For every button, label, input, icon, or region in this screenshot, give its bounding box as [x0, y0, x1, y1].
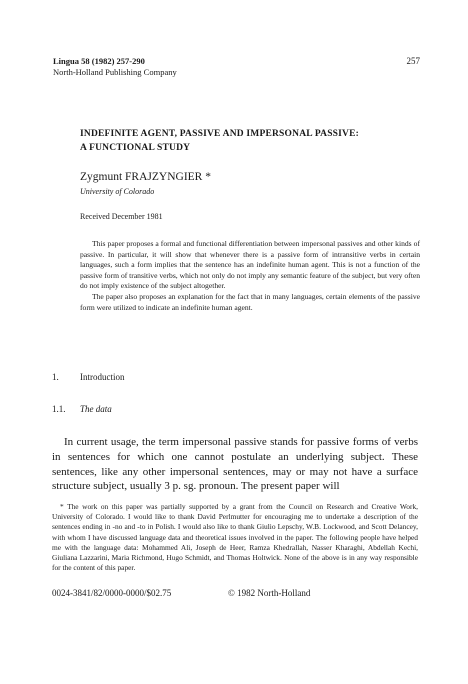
footnote [52, 502, 418, 573]
journal-header [53, 56, 177, 78]
body-paragraph-1: In current usage, the term impersonal passive stands for passive forms of verbs in sentences for which one cannot postulate an underlying subject. These sentences, like any other impersonal sentences, may or may not have a surface structure subject, usually 3 p. sg. pronoun. The present paper will [52, 436, 418, 493]
subsection-title: The data [80, 404, 112, 414]
author-name: Zygmunt FRAJZYNGIER * [80, 171, 211, 183]
section-number: 1. [52, 372, 59, 382]
publisher-line: North-Holland Publishing Company [53, 67, 177, 77]
abstract [80, 239, 420, 313]
section-title: Introduction [80, 372, 125, 382]
issn-code: 0024-3841/82/0000-0000/$02.75 [52, 588, 172, 598]
footnote-text: * The work on this paper was partially supported by a grant from the Council on Research and Creative Work, University of Colorado. I would like to thank David Perlmutter for encouraging me to undertake a description of the sentences ending in -no and -to in Polish. I would also like to thank Giulio Lepschy, W.B. Lockwood, and Scott Delancey, with whom I have discussed language data and theoretical issues involved in the paper. The following people have helped me with the language data: Mohammed Ali, Joseph de Heer, Ramza Khedrallah, Nasser Kharaghi, Abdellah Kechi, Giuliana Lazzarini, Maria Richmond, Hugo Schmidt, and Thomas Holtwick. None of the above is in any way responsible for the content of this paper. [52, 502, 418, 573]
article-title [80, 127, 420, 155]
title-line-2: A FUNCTIONAL STUDY [80, 143, 191, 153]
author-affiliation: University of Colorado [80, 187, 155, 196]
abstract-paragraph-2: The paper also proposes an explanation for the fact that in many languages, certain elements of the passive form were utilized to indicate an indefinite human agent. [80, 291, 420, 312]
page-number: 257 [406, 56, 420, 66]
body-text [52, 435, 418, 494]
journal-citation: Lingua 58 (1982) 257-290 [53, 56, 145, 66]
abstract-paragraph-1: This paper proposes a formal and functional differentiation between impersonal passives and other kinds of passive. In particular, it will show that whenever there is a passive form of intransitive verbs in certain languages, such a form implies that the sentence has an indefinite human agent. This is not a function of the passive form of transitive verbs, which not only do not imply any semantic feature of the subject, but very often do not imply existence of the subject altogether. [80, 239, 420, 291]
subsection-heading [52, 404, 112, 414]
received-date: Received December 1981 [80, 212, 163, 221]
copyright-line [52, 588, 352, 598]
copyright-notice: © 1982 North-Holland [228, 588, 311, 598]
subsection-number: 1.1. [52, 404, 66, 414]
title-line-1: INDEFINITE AGENT, PASSIVE AND IMPERSONAL PASSIVE: [80, 129, 360, 139]
section-heading [52, 372, 125, 382]
